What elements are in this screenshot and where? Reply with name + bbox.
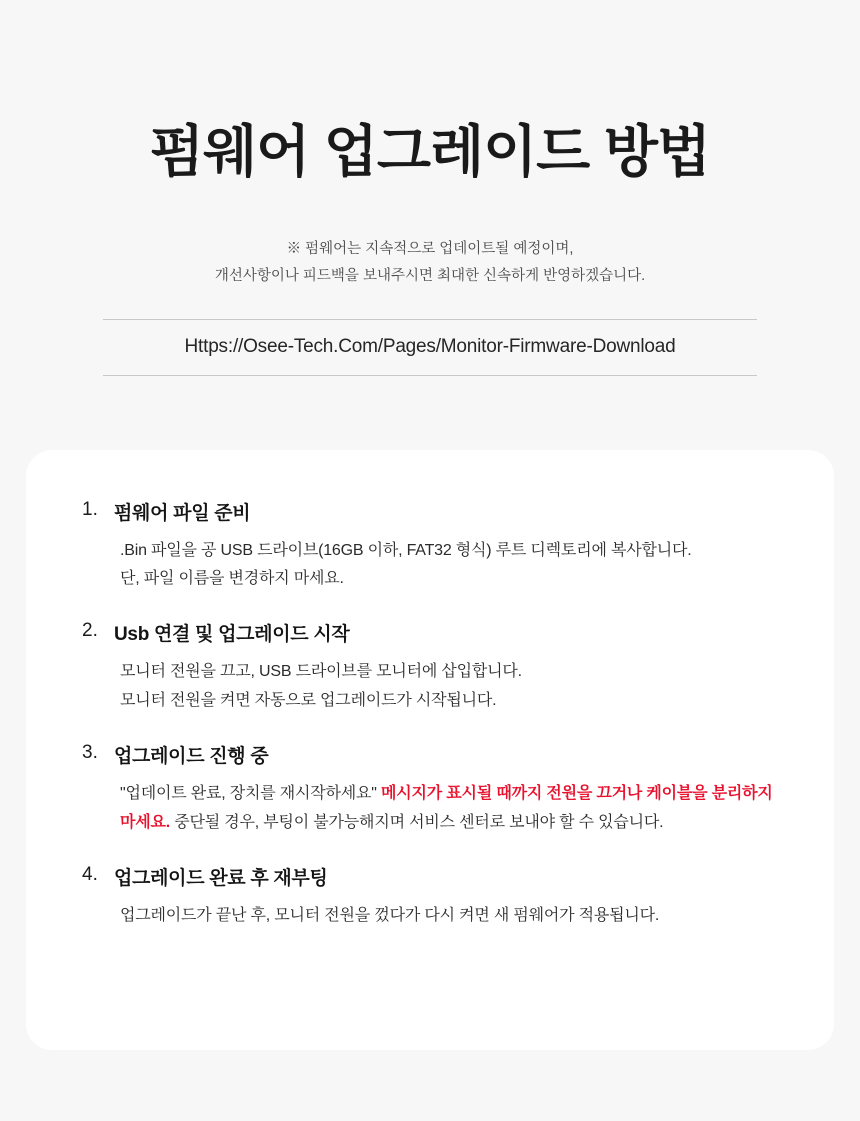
step-line: 업그레이드가 끝난 후, 모니터 전원을 껐다가 다시 켜면 새 펌웨어가 적용됩니다. — [120, 907, 660, 925]
step-title: 펌웨어 파일 준비 — [114, 502, 251, 524]
step-content — [114, 741, 778, 837]
step-title: 업그레이드 진행 중 — [114, 746, 269, 768]
step-number: 3. — [82, 742, 98, 764]
step-item — [82, 741, 778, 837]
note-block — [0, 236, 860, 291]
note-line-2: 개선사항이나 피드백을 보내주시면 최대한 신속하게 반영하겠습니다. — [214, 268, 646, 285]
step-line: .Bin 파일을 공 USB 드라이브(16GB 이하, FAT32 형식) 루트 디렉토리에 복사합니다. — [120, 541, 692, 559]
firmware-upgrade-guide-page — [0, 38, 860, 1121]
step-warning-paragraph — [120, 780, 778, 837]
step-line: 단, 파일 이름을 변경하지 마세요. — [120, 569, 344, 587]
step-line: 모니터 전원을 켜면 자동으로 업그레이드가 시작됩니다. — [120, 691, 497, 709]
warning-suffix: 중단될 경우, 부팅이 불가능해지며 서비스 센터로 보내야 할 수 있습니다. — [170, 813, 664, 831]
step-content — [114, 619, 778, 715]
step-content — [114, 498, 778, 594]
warning-highlight: 메시지가 표시될 때까지 전원을 끄거나 케이블을 분리하지 마세요. — [120, 785, 773, 831]
step-title: Usb 연결 및 업그레이드 시작 — [114, 624, 350, 646]
step-item — [82, 863, 778, 930]
step-number: 1. — [82, 498, 98, 520]
step-line: 모니터 전원을 끄고, USB 드라이브를 모니터에 삽입합니다. — [120, 663, 522, 681]
step-item — [82, 498, 778, 594]
note-line-1: ※ 펌웨어는 지속적으로 업데이트될 예정이며, — [286, 240, 574, 257]
warning-prefix: "업데이트 완료, 장치를 재시작하세요" — [120, 785, 382, 803]
step-title: 업그레이드 완료 후 재부팅 — [114, 868, 328, 890]
step-content — [114, 863, 778, 930]
step-number: 2. — [82, 620, 98, 642]
step-number: 4. — [82, 864, 98, 886]
page-title: 펌웨어 업그레이드 방법 — [149, 119, 711, 183]
step-item — [82, 619, 778, 715]
steps-card — [26, 450, 834, 1050]
download-link[interactable]: Https://Osee-Tech.Com/Pages/Monitor-Firmware-Download — [184, 336, 676, 357]
download-link-band — [103, 319, 757, 376]
